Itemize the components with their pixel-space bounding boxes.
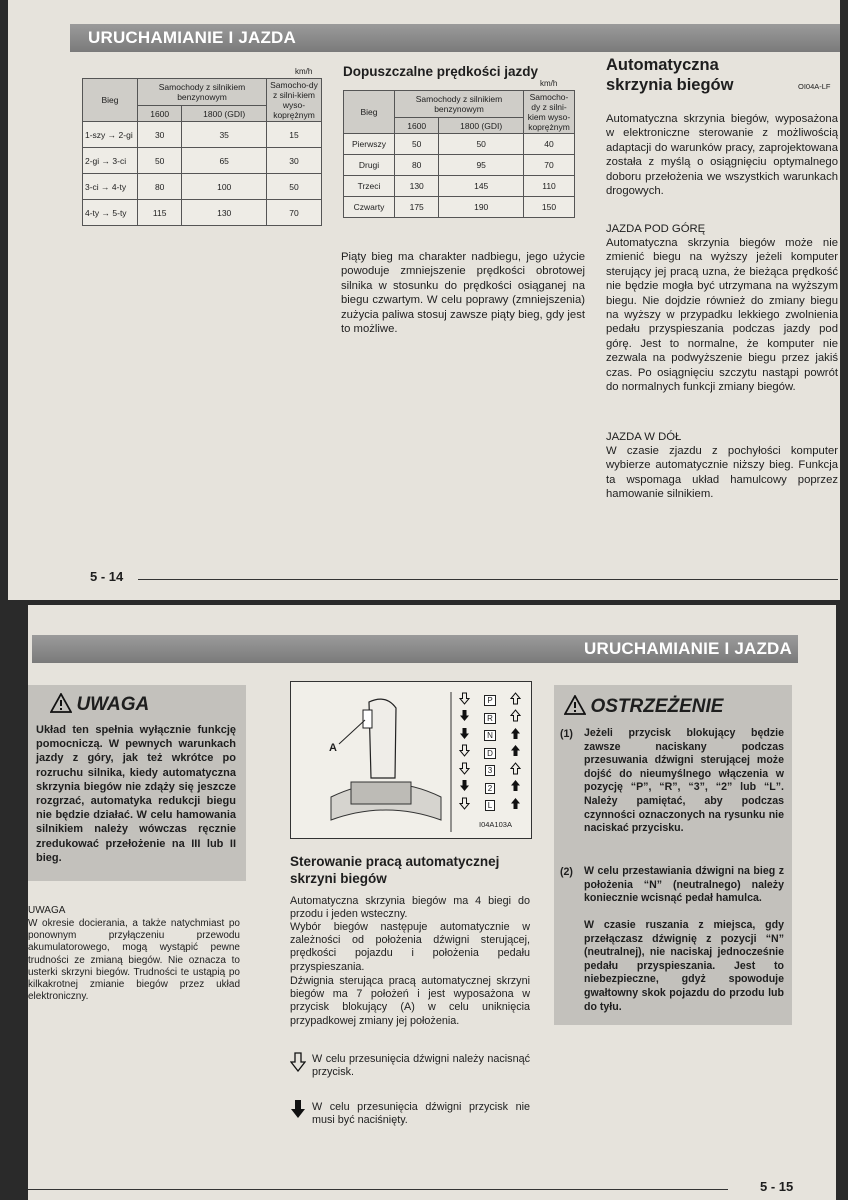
- table-row: [344, 155, 575, 176]
- table-cell: 145: [439, 176, 524, 197]
- gear-position-D: [459, 745, 521, 763]
- table-cell: Drugi: [344, 155, 395, 176]
- up-arrow-icon: [510, 762, 521, 780]
- gear-position-label: D: [484, 748, 496, 759]
- fifth-gear-paragraph: Piąty bieg ma charakter nadbiegu, jego użycie powoduje zmniejszenie prędkości obrotowej silnika w stosunku do prędkości osiąganej na biegu czwartym. W celu poprawy (zmniejszenia) zużycia paliwa stosuj zawsze piąty bieg, gdy jest to możliwe.: [341, 251, 585, 336]
- open-arrow-icon: [290, 1052, 306, 1072]
- ostrzezenie-item-2-number: (2): [560, 866, 573, 878]
- downhill-heading: JAZDA W DÓŁ: [606, 431, 682, 443]
- table-cell: 50: [439, 134, 524, 155]
- gear-position-3: [459, 762, 521, 780]
- table-cell: 3-ci → 4-ty: [83, 174, 138, 200]
- ostrzezenie-box: [554, 685, 792, 1025]
- table2-header-gear: Bieg: [344, 91, 395, 134]
- table-cell: 15: [267, 122, 322, 148]
- table-row: [344, 134, 575, 155]
- table-row: [344, 176, 575, 197]
- footer-rule-bottom: [28, 1189, 728, 1190]
- table2-sub-1800: 1800 (GDI): [439, 118, 524, 134]
- table2-header-diesel: Samocho-dy z silni-kiem wyso-koprężnym: [524, 91, 575, 134]
- gear-position-label: P: [484, 695, 495, 706]
- up-arrow-icon: [510, 709, 521, 727]
- gear-lever-diagram: [290, 681, 532, 839]
- table-cell: 35: [182, 122, 267, 148]
- legend-open-arrow: [290, 1052, 306, 1077]
- page-5-15-bottom: [28, 605, 836, 1200]
- table-cell: 80: [395, 155, 439, 176]
- down-arrow-icon: [459, 762, 470, 780]
- legend-filled-arrow: [290, 1099, 306, 1124]
- table1-header-gear: Bieg: [83, 79, 138, 122]
- gear-position-label: 2: [485, 783, 495, 794]
- gear-position-N: [459, 727, 521, 745]
- gear-position-L: [459, 797, 521, 815]
- ostrzezenie-item-1-number: (1): [560, 728, 573, 740]
- up-arrow-icon: [510, 744, 521, 762]
- shift-speed-table: [82, 78, 322, 226]
- ostrzezenie-heading: [564, 695, 723, 718]
- table2-unit: km/h: [540, 79, 558, 88]
- table-cell: 100: [182, 174, 267, 200]
- table-row: [83, 200, 322, 226]
- table-cell: 130: [395, 176, 439, 197]
- table2-sub-1600: 1600: [395, 118, 439, 134]
- uphill-paragraph: Automatyczna skrzynia biegów może nie zmienić biegu na wyższy jeżeli komputer sterujący jej pracą uzna, że bieżąca prędkość nie będzie mogła być utrzymana na wyższym biegu. Nie dojdzie również do zmiany biegu na wyższy w przypadku lekkiego zwolnienia pedału przyspieszania podczas jazdy pod górę. Jest to normalne, że komputer nie zezwala na podwyższenie biegu przez jakiś czas. Po osiągnięciu szczytu nastąpi powrót do normalnych funkcji zmiany biegów.: [606, 237, 838, 394]
- up-arrow-icon: [510, 727, 521, 745]
- control-title: Sterowanie pracą automatycznej skrzyni biegów: [290, 854, 500, 886]
- up-arrow-icon: [510, 797, 521, 815]
- uwaga2-heading: UWAGA: [28, 905, 66, 916]
- gear-position-label: N: [484, 730, 496, 741]
- uphill-heading: JAZDA POD GÓRĘ: [606, 223, 706, 235]
- warning-triangle-icon: [564, 695, 586, 715]
- table-cell: 115: [138, 200, 182, 226]
- gear-position-label: L: [485, 800, 495, 811]
- gear-position-R: [459, 710, 521, 728]
- table1-sub-1600: 1600: [138, 106, 182, 122]
- button-a-label: A: [329, 742, 337, 754]
- table-cell: 30: [267, 148, 322, 174]
- table-cell: 65: [182, 148, 267, 174]
- table-cell: 175: [395, 197, 439, 218]
- uwaga2-paragraph: W okresie docierania, a także natychmiast po ponownym przyłączeniu przewodu akumulatorowego, mogą wystąpić pewne trudności ze zmianą biegów. Nie oznacza to usterki skrzyni biegów. Trudności te ustąpią po kilkakrotnej zmianie biegów przez układ elektroniczny.: [28, 918, 240, 1003]
- table-cell: 2-gi → 3-ci: [83, 148, 138, 174]
- down-arrow-icon: [459, 779, 470, 797]
- diagram-code: I04A103A: [479, 820, 512, 829]
- filled-arrow-icon: [290, 1099, 306, 1119]
- downhill-paragraph: W czasie zjazdu z pochyłości komputer wybierze automatycznie niższy bieg. Funkcja ta wspomaga układ hamulcowy poprzez hamowanie silnikiem.: [606, 445, 838, 501]
- ostrzezenie-item-2a: W celu przestawiania dźwigni na bieg z położenia “N” (neutralnego) należy koniecznie wcisnąć pedał hamulca.: [584, 865, 784, 905]
- uwaga-paragraph: Układ ten spełnia wyłącznie funkcję pomocniczą. W pewnych warunkach jazdy z góry, jak też wkrótce po rozruchu silnika, kiedy automatyczna skrzynia biegów nie zdąży się jeszcze rozgrzać, automatyka redukcji biegu nie będzie działać. W celu hamowania silnikiem należy wówczas ręcznie zredukować przełożenie na III lub II bieg.: [36, 724, 236, 864]
- gear-position-2: [459, 780, 521, 798]
- table-row: [83, 174, 322, 200]
- legend-filled-text: W celu przesunięcia dźwigni przycisk nie musi być naciśnięty.: [312, 1101, 530, 1127]
- table-cell: 50: [138, 148, 182, 174]
- auto-gearbox-code: OI04A-LF: [798, 82, 831, 91]
- table-row: [344, 197, 575, 218]
- table1-header-diesel: Samocho-dy z silni-kiem wyso-koprężnym: [267, 79, 322, 122]
- down-arrow-icon: [459, 727, 470, 745]
- table-cell: 80: [138, 174, 182, 200]
- table-row: [83, 148, 322, 174]
- page-number-left: 5 - 14: [90, 569, 124, 584]
- down-arrow-icon: [459, 797, 470, 815]
- gear-position-label: R: [484, 713, 496, 724]
- table-cell: 70: [267, 200, 322, 226]
- table-cell: 40: [524, 134, 575, 155]
- control-paragraph-2: Wybór biegów następuje automatycznie w zależności od położenia dźwigni sterującej, prędkości pojazdu i położenia pedału przyspieszania.: [290, 921, 530, 973]
- table2-title: Dopuszczalne prędkości jazdy: [343, 64, 539, 79]
- page-number-right: 5 - 15: [760, 1179, 794, 1194]
- control-paragraph-3: Dźwignia sterująca pracą automatycznej skrzyni biegów ma 7 położeń i jest wyposażona w przycisk blokujący (A) w celu uniknięcia przypadkowej zmiany jej położenia.: [290, 975, 530, 1027]
- table-row: [83, 122, 322, 148]
- gear-position-label: 3: [485, 765, 495, 776]
- table1-sub-1800: 1800 (GDI): [182, 106, 267, 122]
- auto-intro-paragraph: Automatyczna skrzynia biegów, wyposażona w elektroniczne sterowanie z możliwością adaptacji do warunków pracy, zaprojektowana została z myślą o osiągnięciu optymalnego doboru przełożenia we wszystkich warunkach drogowych.: [606, 113, 838, 198]
- legend-open-text: W celu przesunięcia dźwigni należy nacisnąć przycisk.: [312, 1053, 530, 1079]
- table-cell: 4-ty → 5-ty: [83, 200, 138, 226]
- section-header-bottom: URUCHAMIANIE I JAZDA: [32, 635, 798, 663]
- down-arrow-icon: [459, 744, 470, 762]
- warning-triangle-icon: [50, 693, 72, 713]
- uwaga-heading: [50, 693, 149, 716]
- table-cell: 50: [395, 134, 439, 155]
- table-cell: 30: [138, 122, 182, 148]
- max-speed-table: [343, 90, 575, 218]
- uwaga-title: UWAGA: [76, 694, 150, 715]
- table-cell: Trzeci: [344, 176, 395, 197]
- section-header-top: URUCHAMIANIE I JAZDA: [70, 24, 840, 52]
- table-cell: 50: [267, 174, 322, 200]
- up-arrow-icon: [510, 692, 521, 710]
- page-5-14-15-top: [8, 0, 840, 600]
- table-cell: Czwarty: [344, 197, 395, 218]
- table-cell: 1-szy → 2-gi: [83, 122, 138, 148]
- down-arrow-icon: [459, 692, 470, 710]
- table2-header-petrol: Samochody z silnikiem benzynowym: [395, 91, 524, 118]
- ostrzezenie-item-1: Jeżeli przycisk blokujący będzie zawsze naciskany podczas przesuwania dźwigni sterującej może dojść do nieumyślnego włączenia w pozycję “P”, “R”, “3”, “2” lub “L”. Należy pamiętać, aby podczas czynności oznaczonych na rysunku nie naciskać przycisku.: [584, 727, 784, 835]
- uwaga-box: [28, 685, 246, 881]
- table-cell: 70: [524, 155, 575, 176]
- table1-header-petrol: Samochody z silnikiem benzynowym: [138, 79, 267, 106]
- control-paragraph-1: Automatyczna skrzynia biegów ma 4 biegi do przodu i jeden wsteczny.: [290, 895, 530, 921]
- table-cell: 95: [439, 155, 524, 176]
- down-arrow-icon: [459, 709, 470, 727]
- auto-gearbox-title: Automatyczna skrzynia biegów: [606, 56, 734, 94]
- gear-position-list: [459, 692, 521, 815]
- ostrzezenie-item-2b: W czasie ruszania z miejsca, gdy przełączasz dźwignię z pozycji “N” (neutralnej), nie naciskaj jednocześnie pedału przyspieszania. Jest to niebezpieczne, gdyż spowoduje gwałtowny skok pojazdu do przodu lub do tyłu.: [584, 919, 784, 1013]
- up-arrow-icon: [510, 779, 521, 797]
- gear-position-P: [459, 692, 521, 710]
- ostrzezenie-title: OSTRZEŻENIE: [590, 696, 724, 717]
- table-cell: Pierwszy: [344, 134, 395, 155]
- footer-rule-top: [138, 579, 838, 580]
- table-cell: 150: [524, 197, 575, 218]
- table-cell: 190: [439, 197, 524, 218]
- table-cell: 110: [524, 176, 575, 197]
- table1-unit: km/h: [295, 67, 313, 76]
- table-cell: 130: [182, 200, 267, 226]
